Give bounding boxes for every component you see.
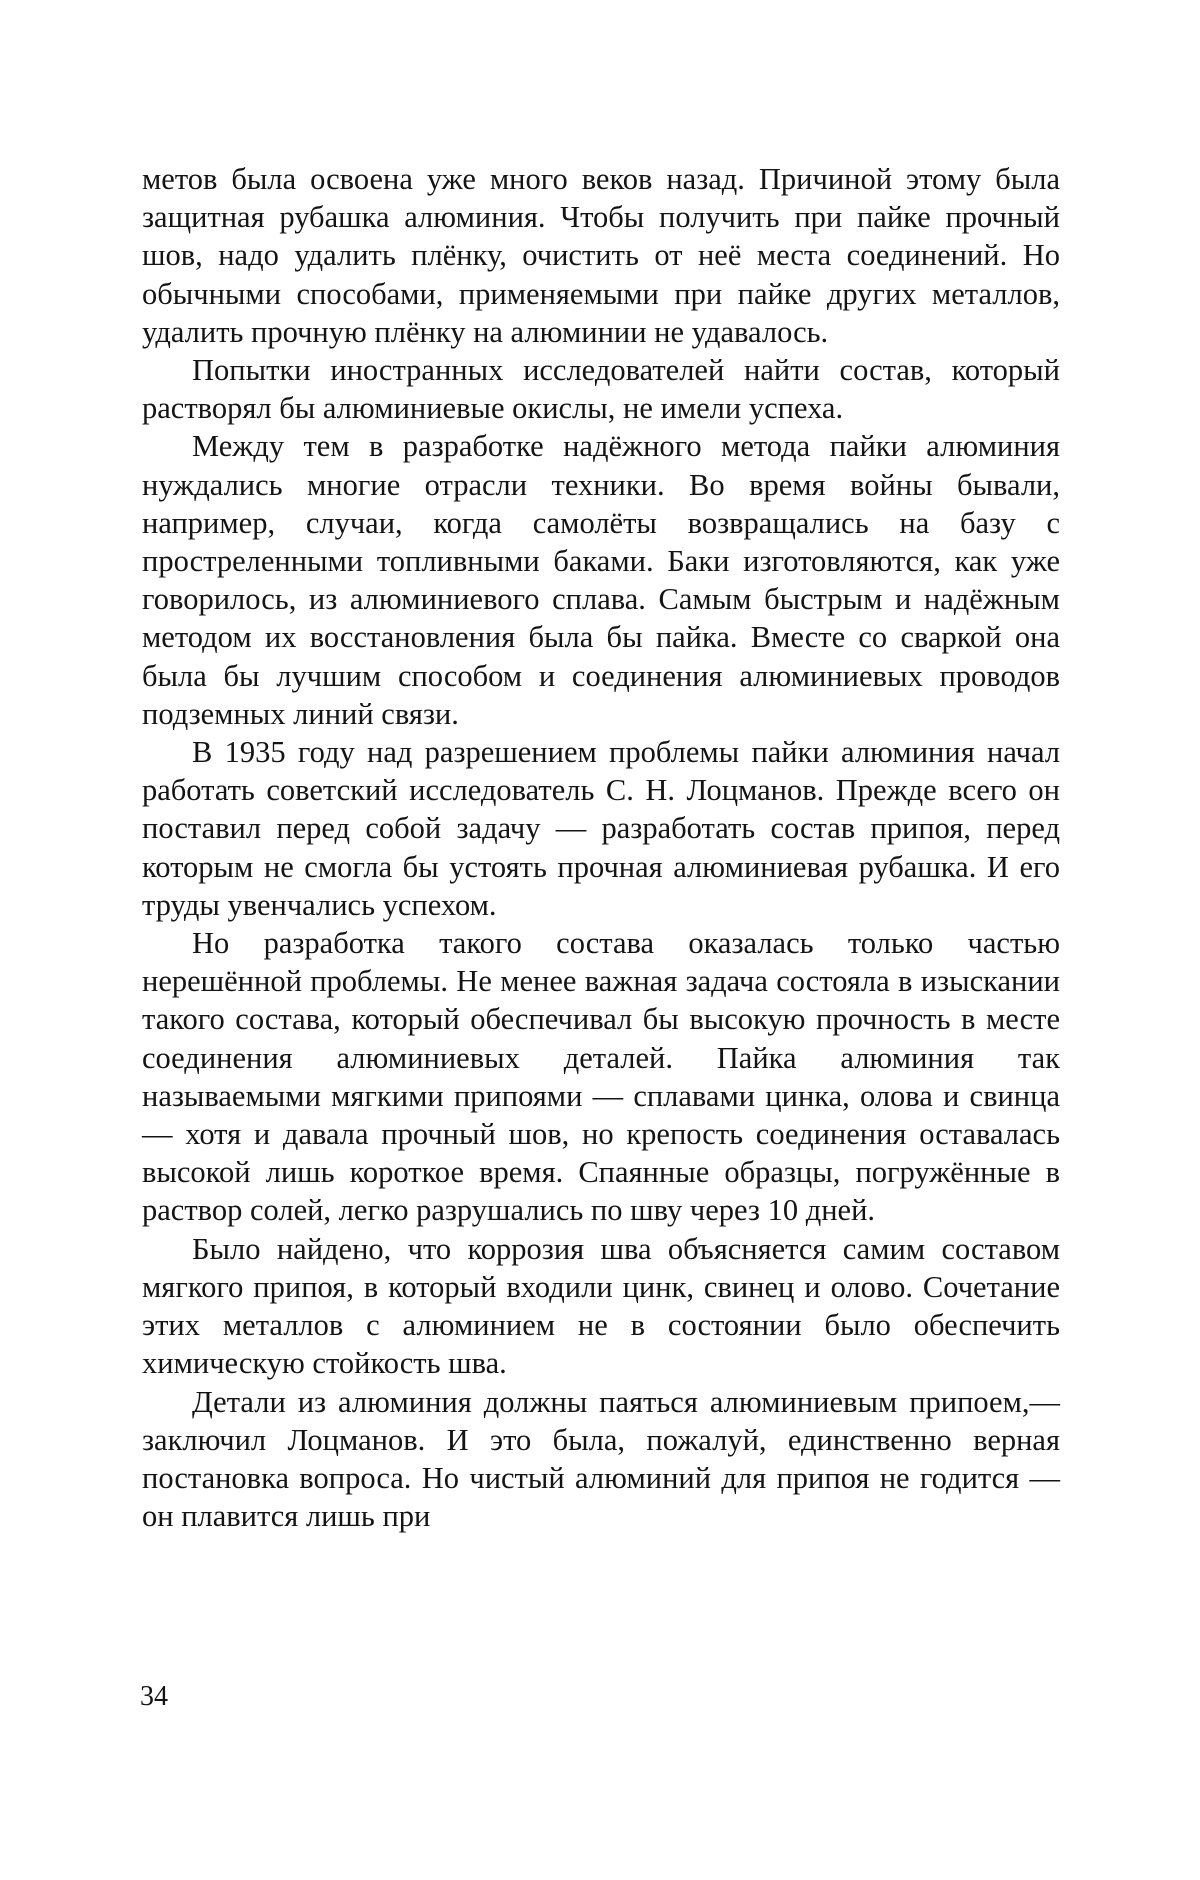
paragraph-2: Попытки иностранных исследователей найти состав, который растворял бы алюминиевые окислы, не имели успеха. bbox=[142, 353, 1060, 426]
paragraph-1: метов была освоена уже много веков назад. Причиной этому была защитная рубашка алюминия. Чтобы получить при пайке прочный шов, надо удалить плёнку, очистить от неё места соединений. Но обычными способами, применяемыми при пайке других металлов, удалить прочную плёнку на алюминии не удавалось. bbox=[142, 162, 1060, 349]
page-number: 34 bbox=[140, 1681, 168, 1712]
paragraph-7: Детали из алюминия должны паяться алюминиевым припоем,— заключил Лоцманов. И это была, пожалуй, единственно верная постановка вопроса. Но чистый алюминий для припоя не годится — он плавится лишь при bbox=[142, 1384, 1060, 1534]
page-text bbox=[142, 160, 1060, 1535]
paragraph-6: Было найдено, что коррозия шва объясняется самим составом мягкого припоя, в который входили цинк, свинец и олово. Сочетание этих металлов с алюминием не в состоянии было обеспечить химическую стойкость шва. bbox=[142, 1231, 1060, 1381]
paragraph-3: Между тем в разработке надёжного метода пайки алюминия нуждались многие отрасли техники. Во время войны бывали, например, случаи, когда самолёты возвращались на базу с простреленными топливными баками. Баки изготовляются, как уже говорилось, из алюминиевого сплава. Самым быстрым и надёжным методом их восстановления была бы пайка. Вместе со сваркой она была бы лучшим способом и соединения алюминиевых проводов подземных линий связи. bbox=[142, 429, 1060, 731]
paragraph-4: В 1935 году над разрешением проблемы пайки алюминия начал работать советский исследователь С. Н. Лоцманов. Прежде всего он поставил перед собой задачу — разработать состав припоя, перед которым не смогла бы устоять прочная алюминиевая рубашка. И его труды увенчались успехом. bbox=[142, 735, 1060, 922]
paragraph-5: Но разработка такого состава оказалась только частью нерешённой проблемы. Не менее важная задача состояла в изыскании такого состава, который обеспечивал бы высокую прочность в месте соединения алюминиевых деталей. Пайка алюминия так называемыми мягкими припоями — сплавами цинка, олова и свинца — хотя и давала прочный шов, но крепость соединения оставалась высокой лишь короткое время. Спаянные образцы, погружённые в раствор солей, легко разрушались по шву через 10 дней. bbox=[142, 926, 1060, 1228]
